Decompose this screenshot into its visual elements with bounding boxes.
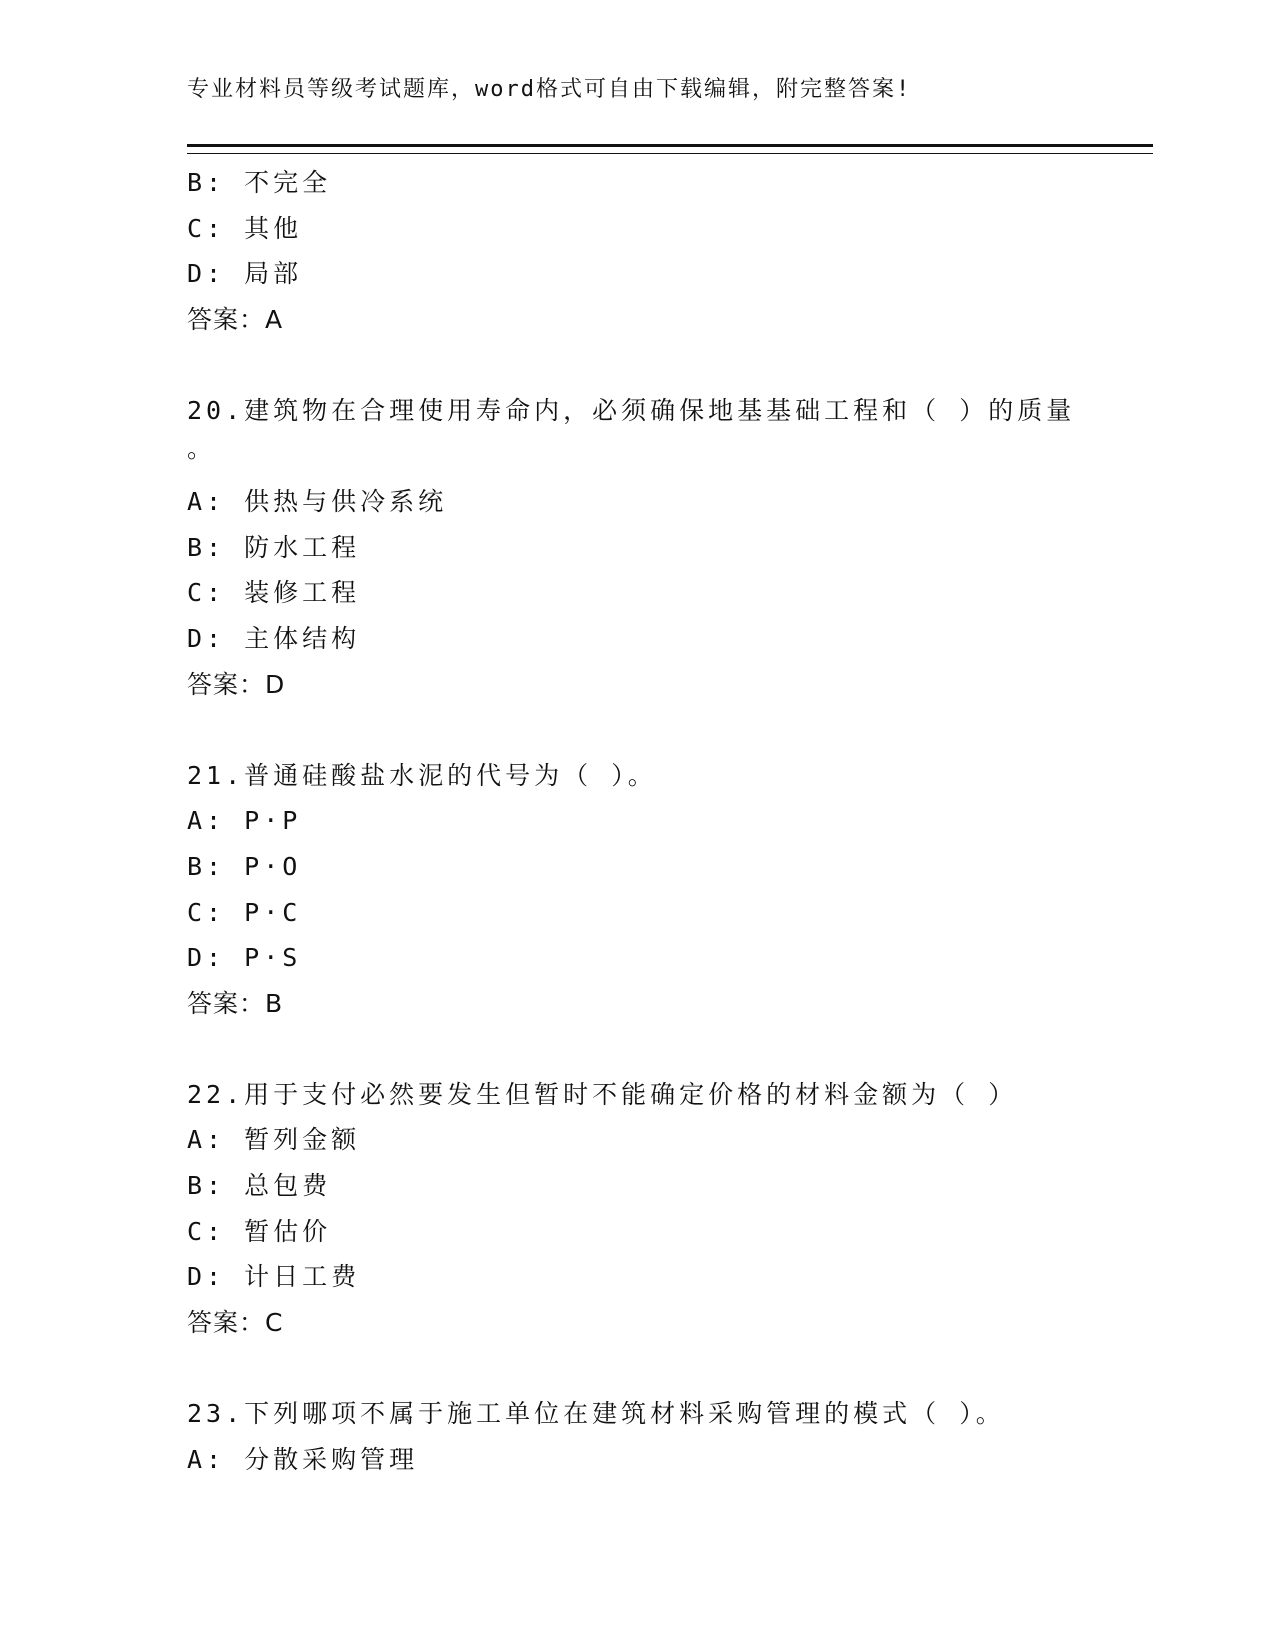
q19-option-b: B: 不完全 bbox=[187, 168, 332, 197]
q21-answer: 答案：B bbox=[187, 988, 284, 1018]
page-header: 专业材料员等级考试题库，word格式可自由下载编辑，附完整答案! bbox=[187, 77, 912, 102]
q19-answer: 答案：A bbox=[187, 304, 284, 334]
q22-answer: 答案：C bbox=[187, 1307, 284, 1337]
q21-option-b: B: P·O bbox=[187, 851, 302, 881]
q22-option-c: C: 暂估价 bbox=[187, 1216, 332, 1246]
header-divider bbox=[187, 144, 1153, 154]
spacer bbox=[187, 1345, 1153, 1391]
q20-question: 20.建筑物在合理使用寿命内，必须确保地基基础工程和（ ）的质量 bbox=[187, 395, 1076, 425]
q22-option-a: A: 暂列金额 bbox=[187, 1125, 361, 1155]
q20-option-c: C: 装修工程 bbox=[187, 578, 361, 608]
q20-option-b: B: 防水工程 bbox=[187, 532, 361, 562]
q19-option-d: D: 局部 bbox=[187, 259, 303, 289]
spacer bbox=[187, 1026, 1153, 1072]
question-content bbox=[187, 160, 1153, 1482]
q22-option-b: B: 总包费 bbox=[187, 1171, 332, 1201]
q21-option-c: C: P·C bbox=[187, 897, 302, 927]
q20-option-d: D: 主体结构 bbox=[187, 623, 361, 653]
spacer bbox=[187, 707, 1153, 753]
q22-question: 22.用于支付必然要发生但暂时不能确定价格的材料金额为（ ） bbox=[187, 1079, 1018, 1109]
q19-option-c: C: 其他 bbox=[187, 213, 303, 243]
q21-option-a: A: P·P bbox=[187, 806, 302, 836]
q20-option-a: A: 供热与供冷系统 bbox=[187, 487, 448, 517]
q22-option-d: D: 计日工费 bbox=[187, 1262, 361, 1292]
q20-question-trail: 。 bbox=[187, 433, 213, 463]
q21-question: 21.普通硅酸盐水泥的代号为（ ）。 bbox=[187, 760, 657, 790]
q23-option-a: A: 分散采购管理 bbox=[187, 1444, 419, 1474]
q20-answer: 答案：D bbox=[187, 669, 286, 699]
q23-question: 23.下列哪项不属于施工单位在建筑材料采购管理的模式（ ）。 bbox=[187, 1399, 1005, 1429]
spacer bbox=[187, 342, 1153, 388]
q21-option-d: D: P·S bbox=[187, 943, 302, 973]
